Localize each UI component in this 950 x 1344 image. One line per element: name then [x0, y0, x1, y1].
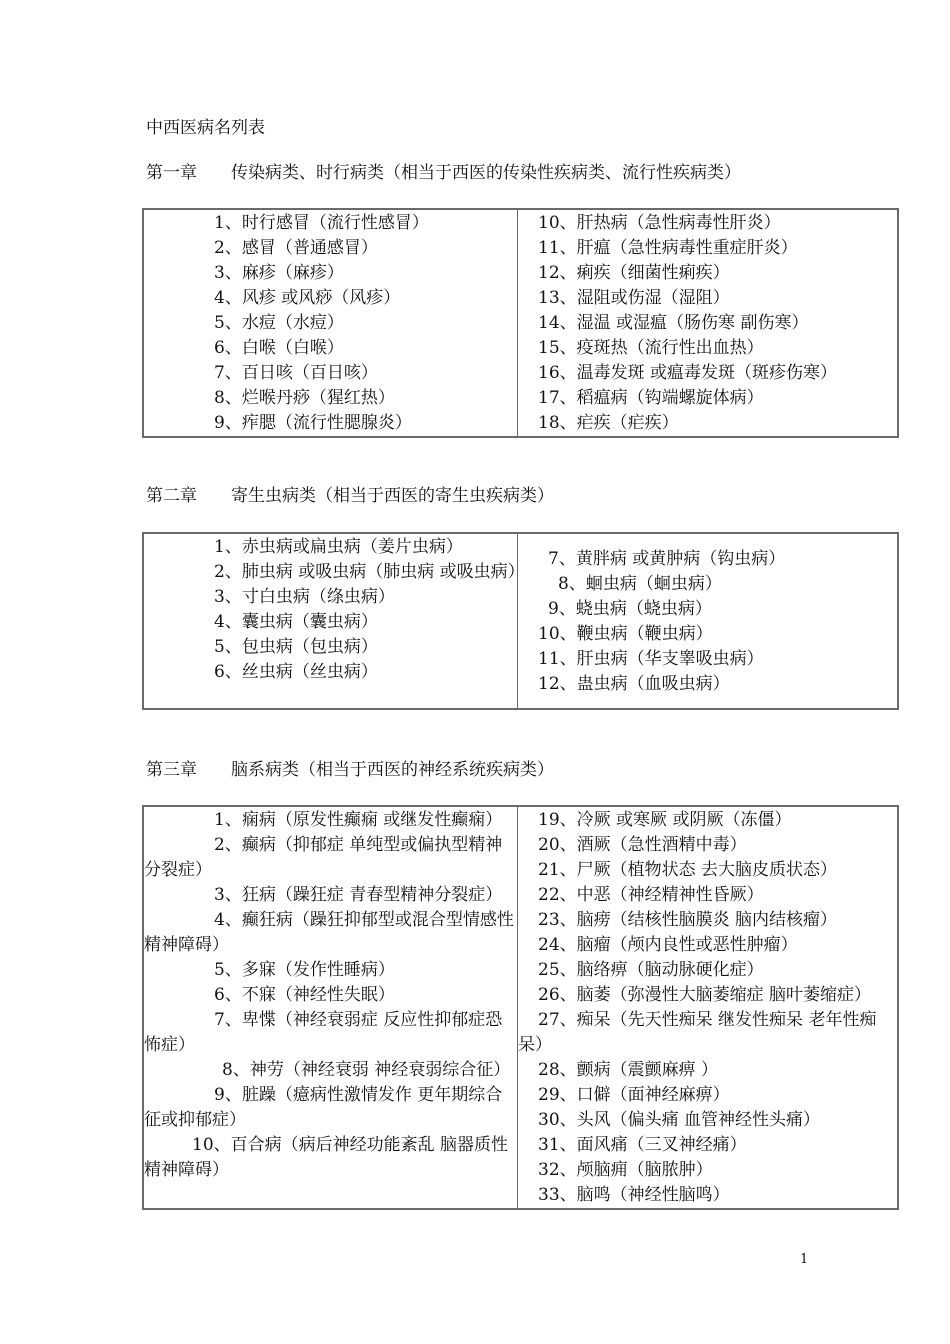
- chapter-2-title: 寄生虫病类（相当于西医的寄生虫疾病类）: [231, 486, 554, 506]
- chapter-1-table: [142, 208, 899, 438]
- list-item: 12、蛊虫病（血吸虫病）: [538, 674, 730, 694]
- chapter-1-right-column: [518, 209, 899, 437]
- list-item: 17、稻瘟病（钩端螺旋体病）: [538, 388, 764, 408]
- list-item: 7、卑惵（神经衰弱症 反应性抑郁症恐怖症）: [144, 1010, 503, 1055]
- chapter-3-left-column: [143, 806, 518, 1209]
- list-item: 6、丝虫病（丝虫病）: [214, 662, 378, 682]
- list-item: 11、肝虫病（华支睾吸虫病）: [538, 649, 764, 669]
- list-item: 3、麻疹（麻疹）: [214, 263, 344, 283]
- list-item: 27、痴呆（先天性痴呆 继发性痴呆 老年性痴呆）: [518, 1010, 877, 1055]
- chapter-3-title: 脑系病类（相当于西医的神经系统疾病类）: [231, 760, 554, 780]
- chapter-1-left-column: [143, 209, 518, 437]
- list-item: 19、冷厥 或寒厥 或阴厥（冻僵）: [538, 810, 792, 830]
- list-item: 28、颤病（震颤麻痹 ）: [538, 1060, 719, 1080]
- list-item: 9、脏躁（癔病性激情发作 更年期综合征或抑郁症）: [144, 1085, 503, 1130]
- chapter-3-number: 第三章: [146, 760, 197, 780]
- list-item: 11、肝瘟（急性病毒性重症肝炎）: [538, 238, 798, 258]
- list-item: 5、包虫病（包虫病）: [214, 637, 378, 657]
- list-item: 7、百日咳（百日咳）: [214, 363, 378, 383]
- list-item: 20、酒厥（急性酒精中毒）: [538, 835, 747, 855]
- list-item: 7、黄胖病 或黄肿病（钩虫病）: [548, 549, 786, 569]
- list-item: 10、百合病（病后神经功能紊乱 脑器质性精神障碍）: [144, 1135, 509, 1180]
- list-item: 10、鞭虫病（鞭虫病）: [538, 624, 713, 644]
- list-item: 25、脑络痹（脑动脉硬化症）: [538, 960, 764, 980]
- chapter-1-title: 传染病类、时行病类（相当于西医的传染性疾病类、流行性疾病类）: [231, 163, 741, 183]
- list-item: 6、白喉（白喉）: [214, 338, 344, 358]
- list-item: 2、癫病（抑郁症 单纯型或偏执型精神分裂症）: [144, 835, 503, 880]
- chapter-2-left-column: [143, 533, 525, 709]
- list-item: 3、寸白虫病（绦虫病）: [214, 587, 395, 607]
- list-item: 9、蛲虫病（蛲虫病）: [548, 599, 712, 619]
- list-item: 14、湿温 或湿瘟（肠伤寒 副伤寒）: [538, 313, 809, 333]
- list-item: 4、癫狂病（躁狂抑郁型或混合型情感性精神障碍）: [144, 910, 514, 955]
- chapter-2-number: 第二章: [146, 486, 197, 506]
- list-item: 1、痫病（原发性癫痫 或继发性癫痫）: [214, 810, 503, 830]
- list-item: 1、时行感冒（流行性感冒）: [214, 213, 429, 233]
- list-item: 23、脑痨（结核性脑膜炎 脑内结核瘤）: [538, 910, 838, 930]
- list-item: 29、口僻（面神经麻痹）: [538, 1085, 730, 1105]
- page-number: 1: [800, 1252, 809, 1267]
- chapter-2-table: [142, 532, 899, 710]
- chapter-3-right-column: [518, 806, 899, 1209]
- list-item: 4、囊虫病（囊虫病）: [214, 612, 378, 632]
- list-item: 31、面风痛（三叉神经痛）: [538, 1135, 747, 1155]
- list-item: 9、痄腮（流行性腮腺炎）: [214, 413, 412, 433]
- list-item: 3、狂病（躁狂症 青春型精神分裂症）: [214, 885, 503, 905]
- list-item: 10、肝热病（急性病毒性肝炎）: [538, 213, 781, 233]
- list-item: 2、肺虫病 或吸虫病（肺虫病 或吸虫病）: [214, 562, 525, 582]
- list-item: 21、尸厥（植物状态 去大脑皮质状态）: [538, 860, 838, 880]
- list-item: 8、烂喉丹痧（猩红热）: [214, 388, 395, 408]
- list-item: 18、疟疾（疟疾）: [538, 413, 679, 433]
- list-item: 1、赤虫病或扁虫病（姜片虫病）: [214, 537, 463, 557]
- list-item: 8、蛔虫病（蛔虫病）: [558, 574, 722, 594]
- chapter-1-number: 第一章: [146, 163, 197, 183]
- document-title: 中西医病名列表: [146, 118, 265, 138]
- list-item: 15、疫斑热（流行性出血热）: [538, 338, 764, 358]
- list-item: 5、水痘（水痘）: [214, 313, 344, 333]
- chapter-1-heading: [146, 161, 741, 185]
- chapter-2-right-column: [518, 533, 899, 709]
- chapter-2-heading: [146, 484, 554, 508]
- list-item: 24、脑瘤（颅内良性或恶性肿瘤）: [538, 935, 798, 955]
- list-item: 22、中恶（神经精神性昏厥）: [538, 885, 764, 905]
- list-item: 30、头风（偏头痛 血管神经性头痛）: [538, 1110, 821, 1130]
- chapter-3-heading: [146, 758, 554, 782]
- list-item: 16、温毒发斑 或瘟毒发斑（斑疹伤寒）: [538, 363, 838, 383]
- list-item: 32、颅脑痈（脑脓肿）: [538, 1160, 713, 1180]
- list-item: 6、不寐（神经性失眠）: [214, 985, 395, 1005]
- list-item: 2、感冒（普通感冒）: [214, 238, 378, 258]
- list-item: 5、多寐（发作性睡病）: [214, 960, 395, 980]
- list-item: 8、神劳（神经衰弱 神经衰弱综合征）: [222, 1060, 511, 1080]
- list-item: 12、痢疾（细菌性痢疾）: [538, 263, 730, 283]
- list-item: 4、风疹 或风痧（风疹）: [214, 288, 401, 308]
- chapter-3-table: [142, 805, 899, 1210]
- list-item: 26、脑萎（弥漫性大脑萎缩症 脑叶萎缩症）: [538, 985, 872, 1005]
- list-item: 13、湿阻或伤湿（湿阻）: [538, 288, 730, 308]
- list-item: 33、脑鸣（神经性脑鸣）: [538, 1185, 730, 1205]
